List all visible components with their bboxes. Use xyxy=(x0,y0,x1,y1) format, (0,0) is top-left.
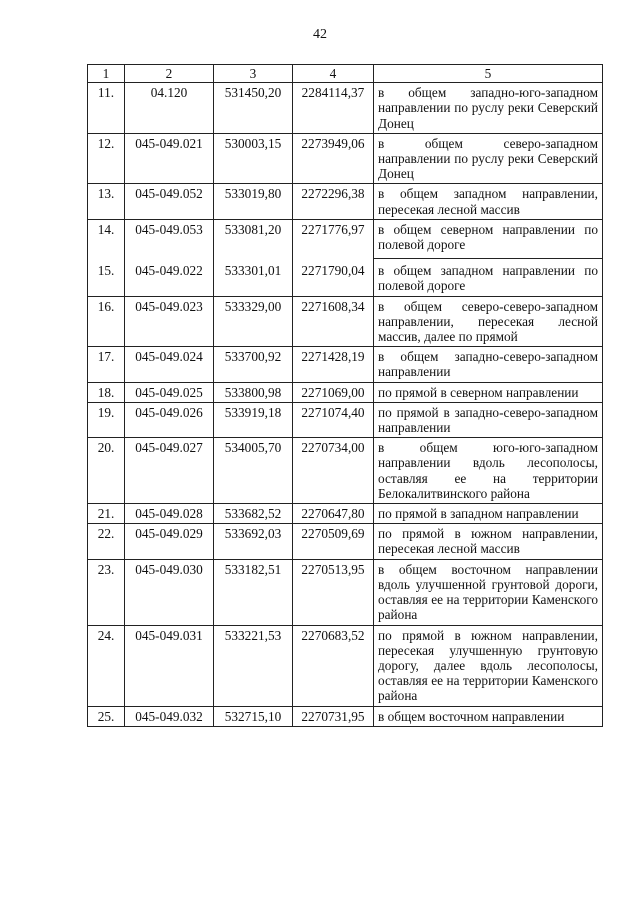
point-code: 045-049.022 xyxy=(125,259,214,296)
point-code: 045-049.023 xyxy=(125,296,214,347)
row-number: 13. xyxy=(88,184,125,219)
coord-y: 2271776,97 xyxy=(293,219,374,258)
point-code: 045-049.021 xyxy=(125,133,214,184)
point-code: 045-049.031 xyxy=(125,625,214,706)
table-header-row xyxy=(88,65,603,83)
coord-y: 2270731,95 xyxy=(293,706,374,726)
table-body xyxy=(88,83,603,727)
table-row xyxy=(88,504,603,524)
point-code: 045-049.028 xyxy=(125,504,214,524)
table-row xyxy=(88,83,603,134)
point-code: 045-049.030 xyxy=(125,559,214,625)
boundary-description: в общем юго-юго-западном направлении вдоль лесополосы, оставляя ее на территории Белокалитвинского района xyxy=(374,438,603,504)
row-number: 15. xyxy=(88,259,125,296)
coord-x: 533081,20 xyxy=(214,219,293,258)
boundary-description: по прямой в южном направлении, пересекая улучшенную грунтовую дорогу, далее вдоль лесополосы, оставляя ее на территории Каменского района xyxy=(374,625,603,706)
row-number: 21. xyxy=(88,504,125,524)
table-row xyxy=(88,382,603,402)
coord-x: 532715,10 xyxy=(214,706,293,726)
coord-x: 534005,70 xyxy=(214,438,293,504)
coord-x: 533700,92 xyxy=(214,347,293,382)
coord-y: 2271790,04 xyxy=(293,259,374,296)
boundary-description: по прямой в западно-северо-западном направлении xyxy=(374,402,603,437)
row-number: 16. xyxy=(88,296,125,347)
table-row xyxy=(88,347,603,382)
row-number: 23. xyxy=(88,559,125,625)
boundary-description: по прямой в южном направлении, пересекая лесной массив xyxy=(374,524,603,559)
coord-x: 533682,52 xyxy=(214,504,293,524)
table-row xyxy=(88,559,603,625)
coord-y: 2273949,06 xyxy=(293,133,374,184)
row-number: 12. xyxy=(88,133,125,184)
coord-y: 2271074,40 xyxy=(293,402,374,437)
point-code: 045-049.052 xyxy=(125,184,214,219)
coord-y: 2270509,69 xyxy=(293,524,374,559)
boundary-description: в общем восточном направлении xyxy=(374,706,603,726)
boundary-description: в общем западном направлении по полевой дороге xyxy=(374,259,603,296)
point-code: 045-049.025 xyxy=(125,382,214,402)
boundary-description: в общем западном направлении, пересекая лесной массив xyxy=(374,184,603,219)
coord-x: 533919,18 xyxy=(214,402,293,437)
coord-x: 533329,00 xyxy=(214,296,293,347)
row-number: 14. xyxy=(88,219,125,258)
page-number: 42 xyxy=(313,27,327,42)
boundary-description: в общем северном направлении по полевой дороге xyxy=(374,219,603,258)
header-col-2: 2 xyxy=(125,65,214,83)
boundary-description: в общем западно-северо-западном направлении xyxy=(374,347,603,382)
header-col-1: 1 xyxy=(88,65,125,83)
coord-y: 2270683,52 xyxy=(293,625,374,706)
row-number: 20. xyxy=(88,438,125,504)
header-col-4: 4 xyxy=(293,65,374,83)
table-row xyxy=(88,438,603,504)
header-col-3: 3 xyxy=(214,65,293,83)
coord-y: 2271428,19 xyxy=(293,347,374,382)
table-row xyxy=(88,184,603,219)
row-number: 24. xyxy=(88,625,125,706)
row-number: 25. xyxy=(88,706,125,726)
boundary-description: в общем восточном направлении вдоль улучшенной грунтовой дороги, оставляя ее на территории Каменского района xyxy=(374,559,603,625)
point-code: 045-049.029 xyxy=(125,524,214,559)
boundary-description: в общем западно-юго-западном направлении по руслу реки Северский Донец xyxy=(374,83,603,134)
point-code: 045-049.032 xyxy=(125,706,214,726)
boundary-description: в общем северо-западном направлении по руслу реки Северский Донец xyxy=(374,133,603,184)
point-code: 045-049.026 xyxy=(125,402,214,437)
boundary-description: по прямой в северном направлении xyxy=(374,382,603,402)
table-row xyxy=(88,625,603,706)
point-code: 045-049.027 xyxy=(125,438,214,504)
boundary-description: по прямой в западном направлении xyxy=(374,504,603,524)
coord-x: 533019,80 xyxy=(214,184,293,219)
coord-x: 533692,03 xyxy=(214,524,293,559)
table-row xyxy=(88,219,603,258)
table-row xyxy=(88,524,603,559)
row-number: 17. xyxy=(88,347,125,382)
coord-y: 2270647,80 xyxy=(293,504,374,524)
table-row xyxy=(88,402,603,437)
boundary-description: в общем северо-северо-западном направлении, пересекая лесной массив, далее по прямой xyxy=(374,296,603,347)
boundary-table xyxy=(87,64,603,727)
table-row xyxy=(88,706,603,726)
row-number: 18. xyxy=(88,382,125,402)
table-row xyxy=(88,259,603,296)
table-row xyxy=(88,296,603,347)
coord-y: 2270513,95 xyxy=(293,559,374,625)
row-number: 11. xyxy=(88,83,125,134)
coord-y: 2284114,37 xyxy=(293,83,374,134)
coord-x: 533800,98 xyxy=(214,382,293,402)
header-col-5: 5 xyxy=(374,65,603,83)
point-code: 045-049.053 xyxy=(125,219,214,258)
coord-y: 2271069,00 xyxy=(293,382,374,402)
coord-y: 2272296,38 xyxy=(293,184,374,219)
coord-x: 531450,20 xyxy=(214,83,293,134)
point-code: 04.120 xyxy=(125,83,214,134)
coord-y: 2270734,00 xyxy=(293,438,374,504)
coord-x: 533182,51 xyxy=(214,559,293,625)
coord-x: 533221,53 xyxy=(214,625,293,706)
coord-x: 530003,15 xyxy=(214,133,293,184)
coord-y: 2271608,34 xyxy=(293,296,374,347)
row-number: 19. xyxy=(88,402,125,437)
row-number: 22. xyxy=(88,524,125,559)
point-code: 045-049.024 xyxy=(125,347,214,382)
table-row xyxy=(88,133,603,184)
coord-x: 533301,01 xyxy=(214,259,293,296)
